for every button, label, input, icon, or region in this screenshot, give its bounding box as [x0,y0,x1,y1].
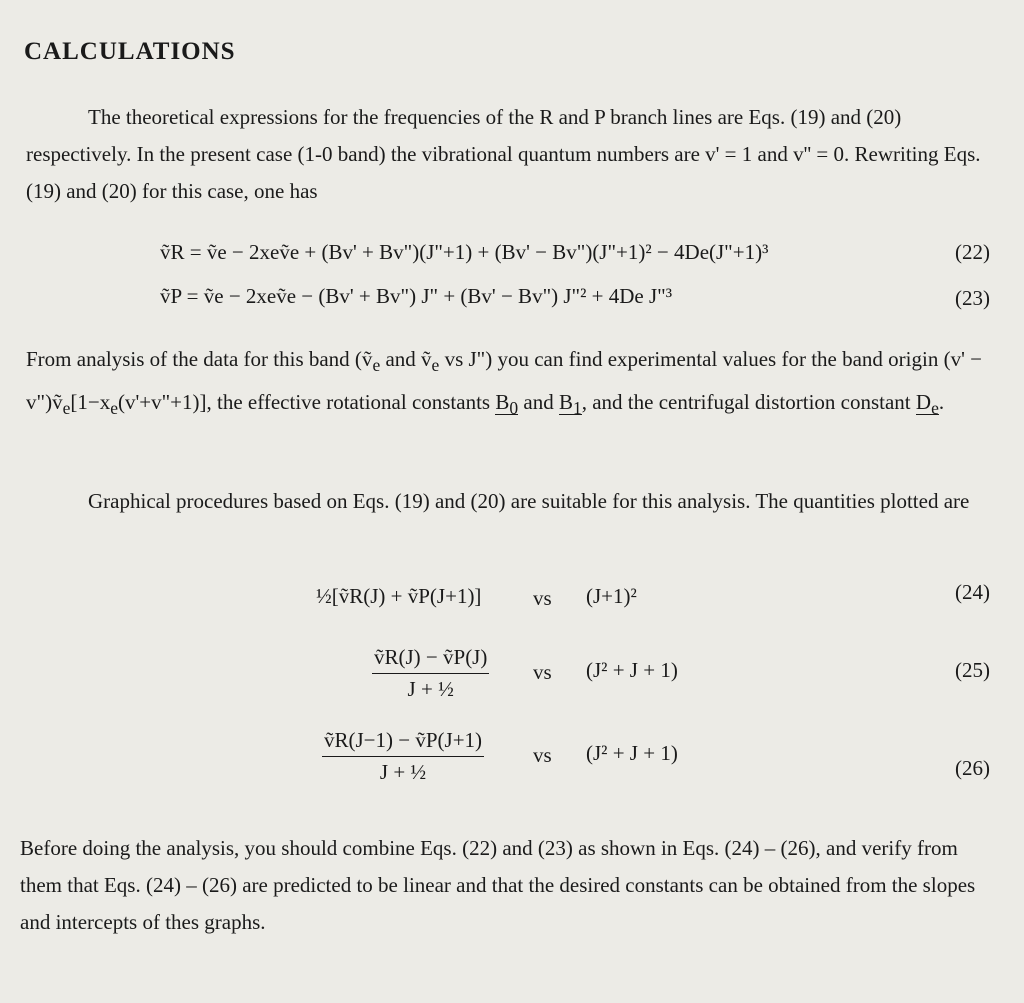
equation-26-numerator: ṽR(J−1) − ṽP(J+1) [322,728,484,757]
analysis-sub-3: e [62,398,71,419]
constant-de [915,390,939,419]
analysis-period: . [938,390,945,415]
analysis-sub-2: e [431,355,440,376]
constant-b0 [495,390,519,419]
analysis-text-6: and [518,390,559,415]
equation-26-number: (26) [955,756,990,780]
equation-23-number: (23) [955,286,990,310]
analysis-paragraph [26,341,1001,427]
equation-26-denominator: J + ½ [379,760,427,784]
equation-23: ṽP = ṽe − 2xeṽe − (Bv' + Bv") J" + (Bv' − Bv") J"² + 4De J"³ [160,284,673,308]
equation-25-fraction [372,645,489,702]
equation-22-number: (22) [955,240,990,264]
analysis-sub-1: e [372,355,381,376]
equation-25-rhs: (J² + J + 1) [586,658,678,682]
closing-paragraph: Before doing the analysis, you should combine Eqs. (22) and (23) as shown in Eqs. (24) – (26), and verify from them that Eqs. (24) – (26) are predicted to be linear and that the desired constants can be obtained from the slopes and intercepts of thes graphs. [20,836,976,934]
constant-de-letter: D [915,390,932,415]
analysis-text-2: and ṽ [380,347,432,371]
analysis-text-1: From analysis of the data for this band (ṽ [26,347,373,371]
equation-22: ṽR = ṽe − 2xeṽe + (Bv' + Bv")(J"+1) + (Bv' − Bv")(J"+1)² − 4De(J"+1)³ [160,240,769,264]
constant-b1 [558,390,582,419]
analysis-text-4: [1−x [70,390,111,415]
equation-25-vs: vs [533,660,552,684]
equation-24-rhs: (J+1)² [586,584,637,608]
equation-25-numerator: ṽR(J) − ṽP(J) [372,645,489,674]
constant-b0-letter: B [495,390,510,415]
equation-26-rhs: (J² + J + 1) [586,741,678,765]
equation-24-lhs: ½[ṽR(J) + ṽP(J+1)] [316,584,482,608]
constant-b0-sub: 0 [509,398,519,419]
equation-25-number: (25) [955,658,990,682]
equation-26-fraction [322,728,484,785]
equation-24-number: (24) [955,580,990,604]
constant-b1-letter: B [558,390,573,415]
constant-de-sub: e [931,398,939,419]
analysis-text-5: (v'+v"+1)], the effective rotational constants [117,390,496,415]
equation-24-vs: vs [533,586,552,610]
section-heading: CALCULATIONS [24,38,236,65]
analysis-text-7: , and the centrifugal distortion constant [581,390,916,415]
intro-paragraph: The theoretical expressions for the frequencies of the R and P branch lines are Eqs. (19) and (20) respectively. In the present case (1-0 band) the vibrational quantum numbers are v' = 1 and v'' = 0. Rewriting Eqs. (19) and (20) for this case, one has [26,105,981,203]
graphical-paragraph: Graphical procedures based on Eqs. (19) and (20) are suitable for this analysis. The quantities plotted are [88,489,970,513]
constant-b1-sub: 1 [572,398,582,419]
equation-26-vs: vs [533,743,552,767]
analysis-text-3: vs J") you can find experimental values for the band origin (v' − v")ṽ [26,347,982,415]
equation-25-denominator: J + ½ [407,677,454,701]
analysis-sub-4: e [110,398,118,419]
